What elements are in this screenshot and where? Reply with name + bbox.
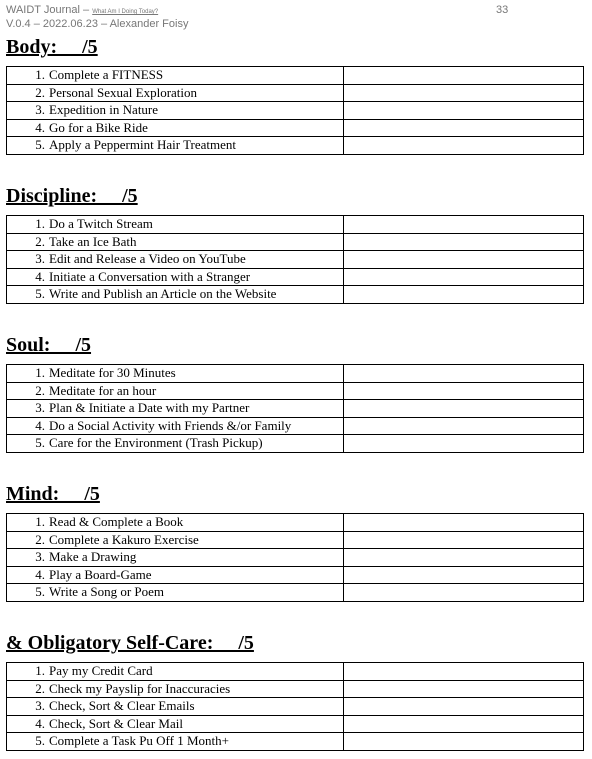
item-number: 5. xyxy=(35,733,45,749)
item-text: Take an Ice Bath xyxy=(49,233,137,249)
item-text: Complete a FITNESS xyxy=(49,67,164,83)
table-row xyxy=(7,67,584,85)
checklist-table xyxy=(6,364,584,453)
table-row xyxy=(7,435,584,453)
item-number: 1. xyxy=(35,663,45,679)
check-cell[interactable] xyxy=(343,67,583,85)
checklist-table xyxy=(6,215,584,304)
checklist-table xyxy=(6,662,584,751)
table-row xyxy=(7,531,584,549)
item-number: 1. xyxy=(35,67,45,83)
table-row xyxy=(7,119,584,137)
check-cell[interactable] xyxy=(343,84,583,102)
item-number: 1. xyxy=(35,365,45,381)
item-number: 2. xyxy=(35,233,45,249)
check-cell[interactable] xyxy=(343,698,583,716)
task-cell xyxy=(7,549,344,567)
table-row xyxy=(7,216,584,234)
check-cell[interactable] xyxy=(343,216,583,234)
table-row xyxy=(7,584,584,602)
item-number: 5. xyxy=(35,137,45,153)
item-number: 4. xyxy=(35,268,45,284)
item-number: 2. xyxy=(35,84,45,100)
task-cell xyxy=(7,286,344,304)
task-cell xyxy=(7,67,344,85)
check-cell[interactable] xyxy=(343,435,583,453)
section-heading: Discipline: /5 xyxy=(6,185,138,207)
task-cell xyxy=(7,216,344,234)
version-line: V.0.4 – 2022.06.23 – Alexander Foisy xyxy=(6,18,189,30)
table-row xyxy=(7,680,584,698)
task-cell xyxy=(7,365,344,383)
table-row xyxy=(7,417,584,435)
task-cell xyxy=(7,566,344,584)
task-cell xyxy=(7,663,344,681)
item-text: Check my Payslip for Inaccuracies xyxy=(49,680,231,696)
item-number: 3. xyxy=(35,400,45,416)
table-row xyxy=(7,715,584,733)
item-text: Meditate for an hour xyxy=(49,382,157,398)
check-cell[interactable] xyxy=(343,119,583,137)
task-cell xyxy=(7,715,344,733)
check-cell[interactable] xyxy=(343,400,583,418)
table-row xyxy=(7,663,584,681)
item-text: Read & Complete a Book xyxy=(49,514,184,530)
task-cell xyxy=(7,531,344,549)
item-text: Complete a Task Pu Off 1 Month+ xyxy=(49,733,229,749)
table-row xyxy=(7,514,584,532)
table-row xyxy=(7,400,584,418)
page-number: 33 xyxy=(496,4,509,16)
check-cell[interactable] xyxy=(343,663,583,681)
task-cell xyxy=(7,698,344,716)
section-heading: & Obligatory Self-Care: /5 xyxy=(6,632,254,654)
table-row xyxy=(7,698,584,716)
table-row xyxy=(7,566,584,584)
item-number: 4. xyxy=(35,119,45,135)
check-cell[interactable] xyxy=(343,715,583,733)
item-number: 4. xyxy=(35,417,45,433)
task-cell xyxy=(7,233,344,251)
item-text: Check, Sort & Clear Emails xyxy=(49,698,195,714)
item-text: Do a Twitch Stream xyxy=(49,216,153,232)
section-discipline xyxy=(6,185,586,302)
check-cell[interactable] xyxy=(343,733,583,751)
check-cell[interactable] xyxy=(343,251,583,269)
task-cell xyxy=(7,268,344,286)
check-cell[interactable] xyxy=(343,102,583,120)
check-cell[interactable] xyxy=(343,584,583,602)
item-text: Play a Board-Game xyxy=(49,566,152,582)
check-cell[interactable] xyxy=(343,233,583,251)
task-cell xyxy=(7,680,344,698)
table-row xyxy=(7,286,584,304)
check-cell[interactable] xyxy=(343,566,583,584)
task-cell xyxy=(7,119,344,137)
item-text: Expedition in Nature xyxy=(49,102,159,118)
item-number: 3. xyxy=(35,698,45,714)
section-body xyxy=(6,36,586,153)
table-row xyxy=(7,137,584,155)
checklist-table xyxy=(6,66,584,155)
item-text: Write and Publish an Article on the Website xyxy=(49,286,277,302)
item-number: 3. xyxy=(35,102,45,118)
table-row xyxy=(7,102,584,120)
check-cell[interactable] xyxy=(343,382,583,400)
check-cell[interactable] xyxy=(343,365,583,383)
journal-title: WAIDT Journal – xyxy=(6,4,90,16)
table-row xyxy=(7,733,584,751)
section-heading: Body: /5 xyxy=(6,36,98,58)
item-text: Pay my Credit Card xyxy=(49,663,153,679)
item-text: Initiate a Conversation with a Stranger xyxy=(49,268,251,284)
item-number: 5. xyxy=(35,286,45,302)
item-text: Write a Song or Poem xyxy=(49,584,165,600)
item-number: 4. xyxy=(35,715,45,731)
task-cell xyxy=(7,514,344,532)
journal-subtitle: What Am I Doing Today? xyxy=(92,9,159,15)
table-row xyxy=(7,84,584,102)
item-text: Care for the Environment (Trash Pickup) xyxy=(49,435,263,451)
check-cell[interactable] xyxy=(343,268,583,286)
item-text: Personal Sexual Exploration xyxy=(49,84,198,100)
check-cell[interactable] xyxy=(343,137,583,155)
item-text: Complete a Kakuro Exercise xyxy=(49,531,199,547)
item-number: 3. xyxy=(35,549,45,565)
check-cell[interactable] xyxy=(343,549,583,567)
item-number: 5. xyxy=(35,435,45,451)
item-text: Make a Drawing xyxy=(49,549,137,565)
item-text: Apply a Peppermint Hair Treatment xyxy=(49,137,237,153)
task-cell xyxy=(7,84,344,102)
table-row xyxy=(7,251,584,269)
task-cell xyxy=(7,102,344,120)
item-number: 2. xyxy=(35,680,45,696)
item-text: Check, Sort & Clear Mail xyxy=(49,715,183,731)
item-text: Do a Social Activity with Friends &/or Family xyxy=(49,417,292,433)
table-row xyxy=(7,233,584,251)
check-cell[interactable] xyxy=(343,514,583,532)
item-text: Go for a Bike Ride xyxy=(49,119,148,135)
item-number: 3. xyxy=(35,251,45,267)
table-row xyxy=(7,365,584,383)
task-cell xyxy=(7,400,344,418)
table-row xyxy=(7,268,584,286)
check-cell[interactable] xyxy=(343,531,583,549)
section-mind xyxy=(6,483,586,600)
check-cell[interactable] xyxy=(343,417,583,435)
section-heading: Mind: /5 xyxy=(6,483,100,505)
check-cell[interactable] xyxy=(343,680,583,698)
task-cell xyxy=(7,251,344,269)
task-cell xyxy=(7,417,344,435)
section-soul xyxy=(6,334,586,451)
table-row xyxy=(7,382,584,400)
item-number: 2. xyxy=(35,382,45,398)
section-heading: Soul: /5 xyxy=(6,334,92,356)
task-cell xyxy=(7,435,344,453)
item-text: Plan & Initiate a Date with my Partner xyxy=(49,400,250,416)
task-cell xyxy=(7,584,344,602)
item-number: 4. xyxy=(35,566,45,582)
item-number: 2. xyxy=(35,531,45,547)
table-row xyxy=(7,549,584,567)
item-text: Meditate for 30 Minutes xyxy=(49,365,176,381)
task-cell xyxy=(7,733,344,751)
section-self-care xyxy=(6,632,586,749)
checklist-table xyxy=(6,513,584,602)
item-number: 5. xyxy=(35,584,45,600)
task-cell xyxy=(7,137,344,155)
item-number: 1. xyxy=(35,216,45,232)
item-number: 1. xyxy=(35,514,45,530)
check-cell[interactable] xyxy=(343,286,583,304)
task-cell xyxy=(7,382,344,400)
page-header xyxy=(6,4,586,30)
item-text: Edit and Release a Video on YouTube xyxy=(49,251,246,267)
